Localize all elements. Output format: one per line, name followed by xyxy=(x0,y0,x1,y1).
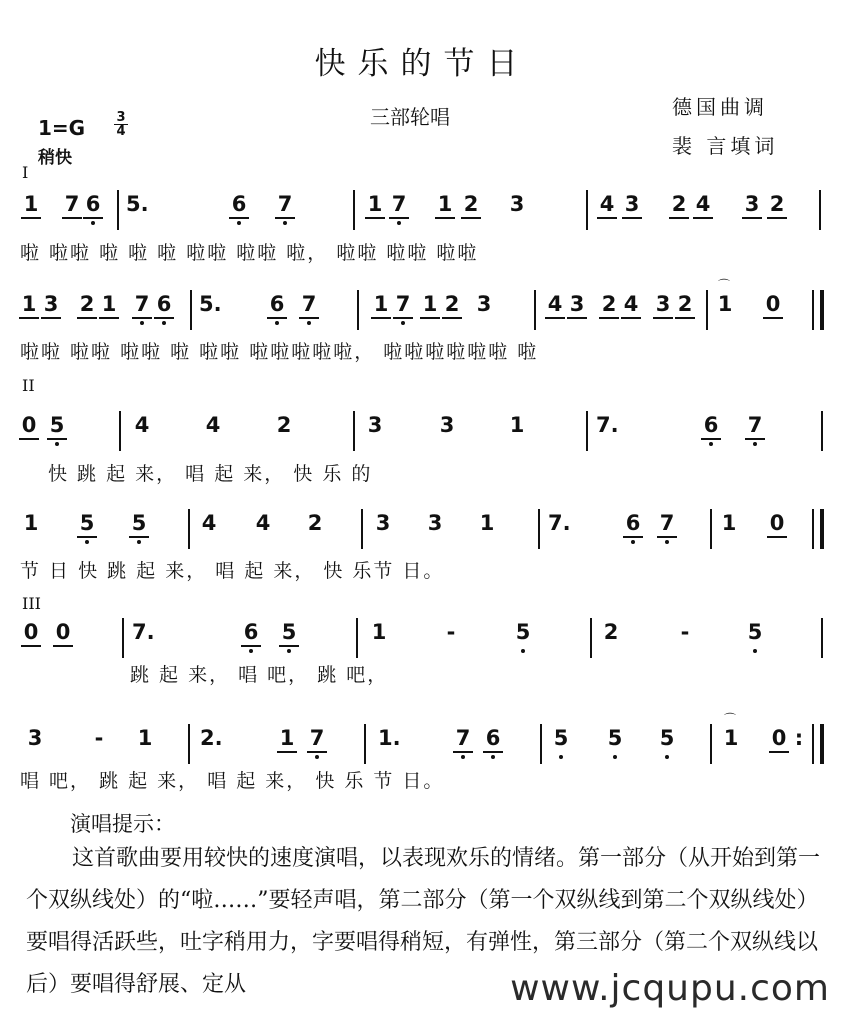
note: 1 xyxy=(20,192,42,216)
note: 1 xyxy=(370,292,392,316)
bar-line xyxy=(821,618,823,658)
note: 6 xyxy=(228,192,250,216)
note: 7 xyxy=(306,726,328,750)
note: 3 xyxy=(509,192,525,216)
note: 0 xyxy=(762,292,784,316)
note: 4 xyxy=(620,292,642,316)
note: 6 xyxy=(622,511,644,535)
bar-line xyxy=(540,724,542,764)
note: 1 xyxy=(18,292,40,316)
bar-line xyxy=(538,509,540,549)
note: 1 xyxy=(479,511,495,535)
lyric-line-1: 啦 啦啦 啦 啦 啦 啦啦 啦啦 啦， 啦啦 啦啦 啦啦 xyxy=(20,242,479,264)
note: 7 xyxy=(298,292,320,316)
lyric-line-5: 跳 起 来， 唱 吧， 跳 吧， xyxy=(130,664,389,686)
bar-line xyxy=(821,411,823,451)
note: 1 xyxy=(364,192,386,216)
note: 3 xyxy=(566,292,588,316)
note: 3 xyxy=(367,413,383,437)
repeat-dots-icon: : xyxy=(794,726,804,750)
note: 1 xyxy=(717,292,733,316)
note: 7 xyxy=(61,192,83,216)
part-label-1: I xyxy=(22,163,29,182)
bar-line xyxy=(534,290,536,330)
bar-line xyxy=(710,724,712,764)
note: 5 xyxy=(744,620,766,644)
bar-line xyxy=(122,618,124,658)
part-label-2: II xyxy=(22,376,35,395)
lyric-line-3: 快 跳 起 来， 唱 起 来， 快 乐 的 xyxy=(48,463,373,485)
note: 2 xyxy=(674,292,696,316)
note: 4 xyxy=(205,413,221,437)
note: 3 xyxy=(40,292,62,316)
note: 4 xyxy=(544,292,566,316)
lyric-line-6: 唱 吧， 跳 起 来， 唱 起 来， 快 乐 节 日。 xyxy=(20,770,445,792)
fermata-icon: ⌒ xyxy=(724,712,737,726)
note: 5 xyxy=(656,726,678,750)
note: 2 xyxy=(603,620,619,644)
note: 2 xyxy=(276,413,292,437)
note: 1 xyxy=(276,726,298,750)
bar-line xyxy=(706,290,708,330)
note: 2 xyxy=(766,192,788,216)
note: 6 xyxy=(700,413,722,437)
note: 4 xyxy=(255,511,271,535)
note: 0 xyxy=(768,726,790,750)
note: 1 xyxy=(23,511,39,535)
note: 5 xyxy=(550,726,572,750)
note: 4 xyxy=(596,192,618,216)
song-title: 快乐的节日 xyxy=(314,46,530,82)
note: 3 xyxy=(652,292,674,316)
note: 2 xyxy=(76,292,98,316)
note: 3 xyxy=(621,192,643,216)
note: 1 xyxy=(723,726,739,750)
double-bar-line xyxy=(812,509,814,549)
note: 2 xyxy=(668,192,690,216)
time-top: 3 xyxy=(116,110,126,125)
note: 7 xyxy=(452,726,474,750)
note: 7. xyxy=(132,620,155,644)
note: 0 xyxy=(20,620,42,644)
bar-line xyxy=(819,190,821,230)
note: 5 xyxy=(278,620,300,644)
bar-line xyxy=(586,190,588,230)
note: 3 xyxy=(375,511,391,535)
time-signature xyxy=(114,111,128,138)
note: 2 xyxy=(441,292,463,316)
note: 5 xyxy=(128,511,150,535)
note: 5 xyxy=(512,620,534,644)
note: 1 xyxy=(434,192,456,216)
bar-line xyxy=(190,290,192,330)
note: 7 xyxy=(656,511,678,535)
bar-line xyxy=(586,411,588,451)
note: - xyxy=(446,620,456,644)
watermark: www.jcqupu.com xyxy=(510,968,830,1009)
note: 1. xyxy=(378,726,401,750)
note: 2 xyxy=(460,192,482,216)
note: 6 xyxy=(482,726,504,750)
note: 0 xyxy=(766,511,788,535)
note: 7 xyxy=(274,192,296,216)
note: 7 xyxy=(131,292,153,316)
note: 2. xyxy=(200,726,223,750)
part-label-3: III xyxy=(22,594,41,613)
bar-line xyxy=(117,190,119,230)
note: 6 xyxy=(153,292,175,316)
note: 3 xyxy=(741,192,763,216)
bar-line xyxy=(356,618,358,658)
note: 7. xyxy=(596,413,619,437)
note: 1 xyxy=(98,292,120,316)
lyricist-credit: 裴 言填词 xyxy=(672,134,779,158)
note: 1 xyxy=(419,292,441,316)
bar-line xyxy=(353,190,355,230)
time-bottom: 4 xyxy=(114,124,128,138)
key-signature: 1=G xyxy=(38,116,86,140)
note: 0 xyxy=(18,413,40,437)
note: 6 xyxy=(82,192,104,216)
note: 5 xyxy=(604,726,626,750)
bar-line xyxy=(364,724,366,764)
subtitle: 三部轮唱 xyxy=(370,105,450,129)
note: 3 xyxy=(439,413,455,437)
bar-line xyxy=(590,618,592,658)
note: 5 xyxy=(76,511,98,535)
note: 7 xyxy=(392,292,414,316)
performance-hints-title: 演唱提示： xyxy=(70,812,175,836)
bar-line xyxy=(710,509,712,549)
bar-line xyxy=(353,411,355,451)
note: 1 xyxy=(137,726,153,750)
bar-line xyxy=(361,509,363,549)
bar-line xyxy=(357,290,359,330)
final-bar-line xyxy=(812,724,814,764)
note: 3 xyxy=(476,292,492,316)
note: 3 xyxy=(427,511,443,535)
note: 4 xyxy=(201,511,217,535)
lyric-line-2: 啦啦 啦啦 啦啦 啦 啦啦 啦啦啦啦啦， 啦啦啦啦啦啦 啦 xyxy=(20,341,539,363)
note: 4 xyxy=(692,192,714,216)
note: 6 xyxy=(266,292,288,316)
bar-line xyxy=(119,411,121,451)
note: 7. xyxy=(548,511,571,535)
tempo-marking: 稍快 xyxy=(38,148,72,168)
lyric-line-4: 节 日 快 跳 起 来， 唱 起 来， 快 乐节 日。 xyxy=(20,560,445,582)
note: - xyxy=(94,726,104,750)
note: 4 xyxy=(134,413,150,437)
bar-line xyxy=(188,509,190,549)
fermata-icon: ⌒ xyxy=(718,278,731,292)
note: - xyxy=(680,620,690,644)
note: 2 xyxy=(307,511,323,535)
note: 5 xyxy=(46,413,68,437)
bar-line xyxy=(188,724,190,764)
note: 2 xyxy=(598,292,620,316)
note: 7 xyxy=(388,192,410,216)
composer-credit: 德国曲调 xyxy=(672,95,768,119)
note: 6 xyxy=(240,620,262,644)
note: 5. xyxy=(199,292,222,316)
note: 1 xyxy=(371,620,387,644)
note: 0 xyxy=(52,620,74,644)
double-bar-line xyxy=(812,290,814,330)
note: 1 xyxy=(509,413,525,437)
performance-hints-text: 这首歌曲要用较快的速度演唱，以表现欢乐的情绪。第一部分（从开始到第一个双纵线处）的“啦……”要轻声唱，第二部分（第一个双纵线到第二个双纵线处）要唱得活跃些，吐字稍用力，字要唱得稍短，有弹性，第三部分（第二个双纵线以后）要唱得舒展、定从 xyxy=(26,846,821,997)
note: 7 xyxy=(744,413,766,437)
note: 3 xyxy=(27,726,43,750)
note: 1 xyxy=(721,511,737,535)
note: 5. xyxy=(126,192,149,216)
